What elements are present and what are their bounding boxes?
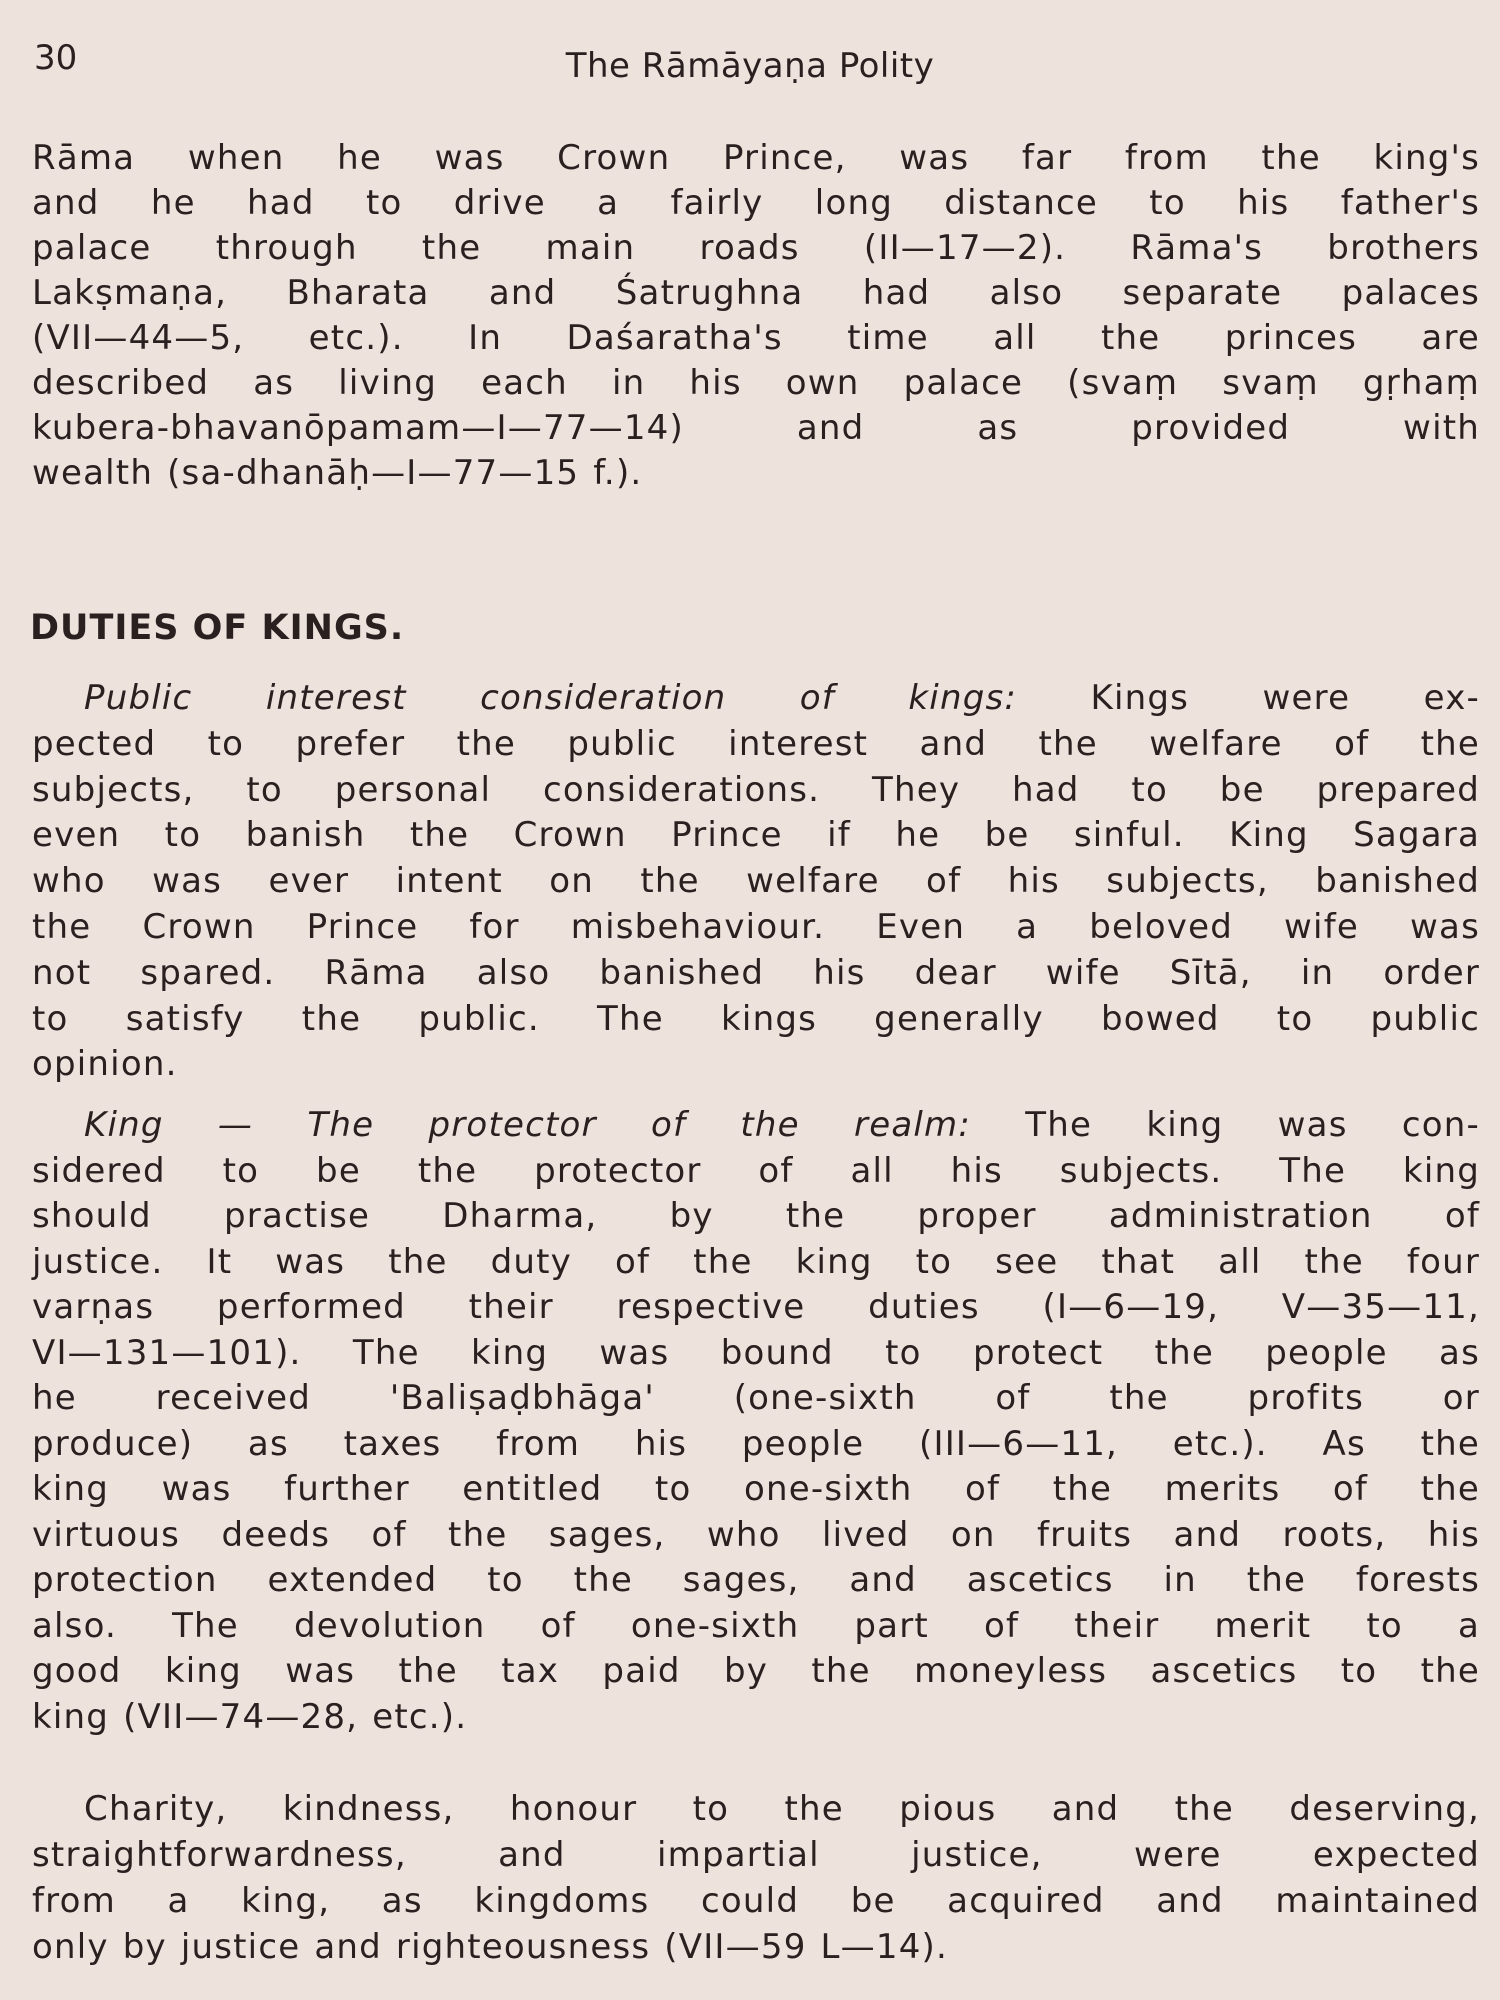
line-text: to satisfy the public. The kings generally bowed to public bbox=[32, 998, 1480, 1039]
text-line bbox=[84, 675, 1480, 721]
text-line-content bbox=[32, 996, 1480, 1042]
text-line bbox=[32, 1239, 1480, 1285]
text-line-content bbox=[84, 1102, 1480, 1148]
text-line bbox=[32, 1375, 1480, 1421]
text-line bbox=[32, 180, 1480, 226]
line-text: only by justice and righteousness (VII—59 L—14). bbox=[32, 1927, 949, 1967]
line-text: palace through the main roads (II—17—2). Rāma's brothers bbox=[32, 228, 1480, 268]
line-text: Kings were ex- bbox=[1017, 678, 1480, 718]
line-text: straightforwardness, and impartial justice, were expected bbox=[32, 1835, 1480, 1875]
text-line-content bbox=[32, 450, 1480, 496]
line-text: produce) as taxes from his people (III—6—11, etc.). As the bbox=[32, 1423, 1480, 1464]
paragraph-lead-in: King — The protector of the realm: bbox=[84, 1105, 971, 1145]
text-line-content bbox=[32, 315, 1480, 361]
text-line bbox=[32, 1512, 1480, 1558]
line-text: pected to prefer the public interest and the welfare of the bbox=[32, 723, 1480, 764]
text-line bbox=[84, 1786, 1480, 1832]
text-line-content bbox=[32, 360, 1480, 406]
text-line bbox=[32, 996, 1480, 1042]
text-line-content bbox=[32, 1924, 1480, 1970]
text-line bbox=[32, 270, 1480, 316]
text-line bbox=[32, 1694, 1480, 1740]
line-text: the Crown Prince for misbehaviour. Even a beloved wife was bbox=[32, 907, 1480, 947]
text-line-content bbox=[32, 1375, 1480, 1421]
line-text: Charity, kindness, honour to the pious and the deserving, bbox=[84, 1789, 1480, 1829]
text-line bbox=[32, 1148, 1480, 1194]
line-text: virtuous deeds of the sages, who lived on fruits and roots, his bbox=[32, 1514, 1480, 1555]
text-line-content bbox=[32, 225, 1480, 271]
text-line bbox=[32, 360, 1480, 406]
text-line-content bbox=[32, 1878, 1480, 1924]
line-text: also. The devolution of one-sixth part of their merit to a bbox=[32, 1605, 1480, 1646]
line-text: king (VII—74—28, etc.). bbox=[32, 1696, 468, 1737]
text-line-content bbox=[32, 270, 1480, 316]
line-text: described as living each in his own palace (svaṃ svaṃ gṛhaṃ bbox=[32, 363, 1480, 403]
text-line-content bbox=[84, 1786, 1480, 1832]
text-line bbox=[32, 405, 1480, 451]
text-line-content bbox=[32, 721, 1480, 767]
line-text: even to banish the Crown Prince if he be sinful. King Sagara bbox=[32, 815, 1480, 856]
text-line bbox=[32, 1832, 1480, 1878]
text-line bbox=[32, 812, 1480, 858]
line-text: kubera-bhavanōpamam—I—77—14) and as provided with bbox=[32, 408, 1480, 448]
text-line-content bbox=[32, 812, 1480, 858]
text-line bbox=[32, 1330, 1480, 1376]
text-line-content bbox=[32, 1648, 1480, 1694]
line-text: and he had to drive a fairly long distance to his father's bbox=[32, 183, 1480, 223]
line-text: VI—131—101). The king was bound to protect the people as bbox=[32, 1332, 1480, 1373]
text-line bbox=[32, 450, 1480, 496]
text-line-content bbox=[32, 1603, 1480, 1649]
text-line bbox=[84, 1102, 1480, 1148]
text-line bbox=[32, 1041, 1480, 1087]
text-line-content bbox=[32, 1041, 1480, 1087]
text-line-content bbox=[32, 950, 1480, 996]
line-text: subjects, to personal considerations. They had to be prepared bbox=[32, 769, 1480, 810]
line-text: sidered to be the protector of all his subjects. The king bbox=[32, 1150, 1480, 1191]
section-heading: DUTIES OF KINGS. bbox=[30, 608, 405, 648]
text-line-content bbox=[32, 1694, 1480, 1740]
text-line-content bbox=[32, 405, 1480, 451]
text-line-content bbox=[32, 180, 1480, 226]
line-text: should practise Dharma, by the proper administration of bbox=[32, 1196, 1480, 1236]
text-line bbox=[32, 1193, 1480, 1239]
page-number: 30 bbox=[34, 38, 78, 78]
text-line bbox=[32, 1878, 1480, 1924]
text-line-content bbox=[32, 1330, 1480, 1376]
line-text: from a king, as kingdoms could be acquired and maintained bbox=[32, 1881, 1480, 1921]
text-line-content bbox=[84, 675, 1480, 721]
line-text: Rāma when he was Crown Prince, was far from the king's bbox=[32, 138, 1480, 178]
text-line bbox=[32, 1924, 1480, 1970]
text-line-content bbox=[32, 1421, 1480, 1467]
line-text: wealth (sa-dhanāḥ—I—77—15 f.). bbox=[32, 453, 643, 493]
line-text: justice. It was the duty of the king to see that all the four bbox=[32, 1241, 1480, 1282]
line-text: The king was con- bbox=[970, 1105, 1480, 1145]
paragraph-lead-in: Public interest consideration of kings: bbox=[84, 678, 1018, 718]
text-line bbox=[32, 721, 1480, 767]
text-line-content bbox=[32, 1557, 1480, 1603]
text-line bbox=[32, 1557, 1480, 1603]
line-text: good king was the tax paid by the moneyless ascetics to the bbox=[32, 1651, 1480, 1691]
text-line-content bbox=[32, 1193, 1480, 1239]
running-title: The Rāmāyaṇa Polity bbox=[565, 46, 935, 86]
line-text: varṇas performed their respective duties (I—6—19, V—35—11, bbox=[32, 1287, 1480, 1327]
text-line bbox=[32, 858, 1480, 904]
text-line bbox=[32, 225, 1480, 271]
text-line bbox=[32, 904, 1480, 950]
text-line-content bbox=[32, 1284, 1480, 1330]
text-line bbox=[32, 1603, 1480, 1649]
line-text: opinion. bbox=[32, 1044, 178, 1085]
line-text: (VII—44—5, etc.). In Daśaratha's time all the princes are bbox=[32, 318, 1480, 358]
text-line bbox=[32, 950, 1480, 996]
text-line-content bbox=[32, 1512, 1480, 1558]
text-line bbox=[32, 1421, 1480, 1467]
text-line-content bbox=[32, 1148, 1480, 1194]
text-line bbox=[32, 767, 1480, 813]
line-text: protection extended to the sages, and ascetics in the forests bbox=[32, 1560, 1480, 1600]
line-text: Lakṣmaṇa, Bharata and Śatrughna had also separate palaces bbox=[32, 273, 1480, 313]
line-text: not spared. Rāma also banished his dear wife Sītā, in order bbox=[32, 952, 1480, 993]
text-line-content bbox=[32, 858, 1480, 904]
line-text: who was ever intent on the welfare of his subjects, banished bbox=[32, 861, 1480, 902]
text-line bbox=[32, 1648, 1480, 1694]
text-line-content bbox=[32, 1466, 1480, 1512]
text-line bbox=[32, 135, 1480, 181]
line-text: king was further entitled to one-sixth of the merits of the bbox=[32, 1469, 1480, 1509]
text-line bbox=[32, 1284, 1480, 1330]
text-line-content bbox=[32, 767, 1480, 813]
text-line-content bbox=[32, 904, 1480, 950]
text-line-content bbox=[32, 1832, 1480, 1878]
text-line-content bbox=[32, 135, 1480, 181]
text-line bbox=[32, 1466, 1480, 1512]
line-text: he received 'Baliṣaḍbhāga' (one-sixth of the profits or bbox=[32, 1378, 1480, 1418]
text-line bbox=[32, 315, 1480, 361]
text-line-content bbox=[32, 1239, 1480, 1285]
